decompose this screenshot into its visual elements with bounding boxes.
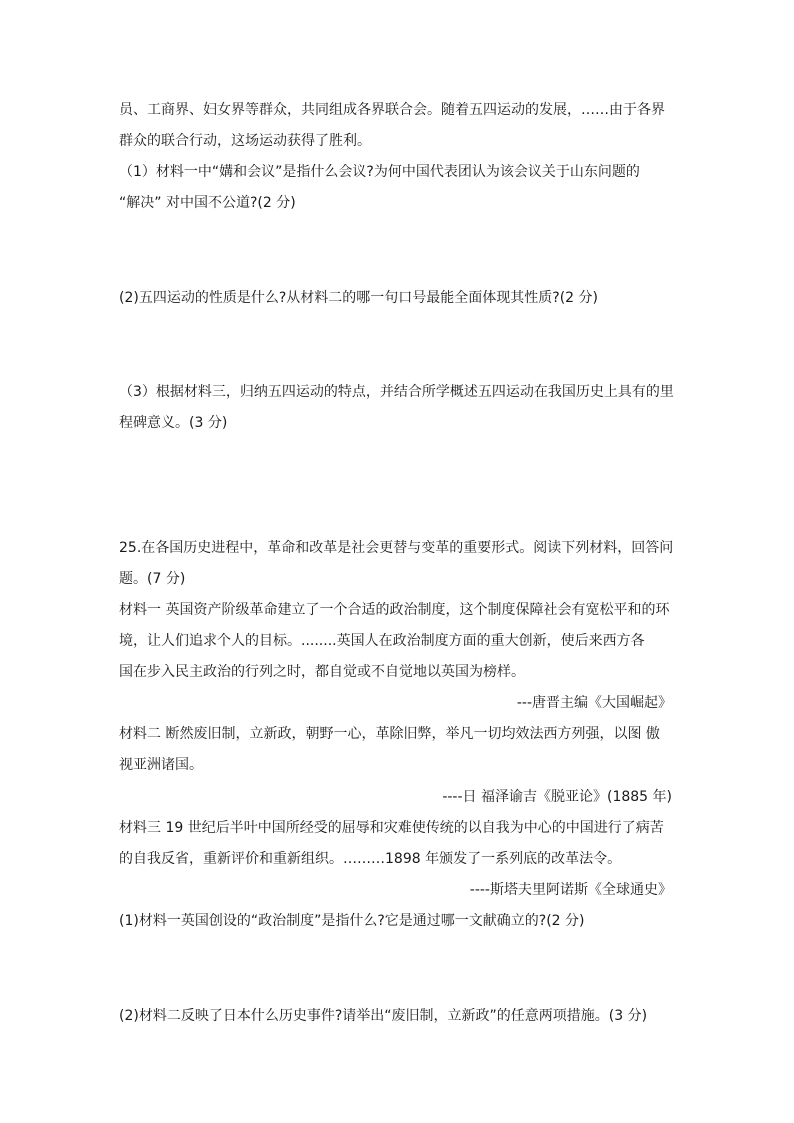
material-2-source: ----日 福泽谕吉《脱亚论》(1885 年) (442, 789, 672, 805)
question-3: （3）根据材料三，归纳五四运动的特点，并结合所学概述五四运动在我国历史上具有的里 (119, 384, 674, 400)
material-3: 材料三 19 世纪后半叶中国所经受的屈辱和灾难使传统的以自我为中心的中国进行了病苦 (119, 820, 664, 836)
material-1-source: ---唐晋主编《大国崛起》 (516, 695, 672, 711)
material-3-source: ----斯塔夫里阿诺斯《全球通史》 (469, 882, 672, 898)
question-1: （1）材料一中“媾和会议”是指什么会议?为何中国代表团认为该会议关于山东问题的 (119, 164, 640, 180)
question-1-cont: “解决” 对中国不公道?(2 分) (119, 195, 296, 211)
question-2: (2)五四运动的性质是什么?从材料二的哪一句口号最能全面体现其性质?(2 分) (119, 290, 598, 306)
material-1-cont: 国在步入民主政治的行列之时，都自觉或不自觉地以英国为榜样。 (119, 664, 525, 680)
question-3-cont: 程碑意义。(3 分) (119, 415, 228, 431)
material-1: 材料一 英国资产阶级革命建立了一个合适的政治制度，这个制度保障社会有宽松平和的环 (119, 602, 670, 618)
material-3-cont: 的自我反省，重新评价和重新组织。………1898 年颁发了一系列底的改革法令。 (119, 851, 622, 867)
paragraph-line: 员、工商界、妇女界等群众，共同组成各界联合会。随着五四运动的发展，……由于各界 (119, 102, 665, 118)
paragraph-line: 群众的联合行动，这场运动获得了胜利。 (119, 133, 371, 149)
question-25-1: (1)材料一英国创设的“政治制度”是指什么?它是通过哪一文献确立的?(2 分) (119, 913, 585, 929)
material-2-cont: 视亚洲诸国。 (119, 757, 203, 773)
question-25-heading-cont: 题。(7 分) (119, 571, 186, 587)
material-2: 材料二 断然废旧制，立新政，朝野一心，革除旧弊，举凡一切均效法西方列强，以图 傲 (119, 726, 660, 742)
material-1-cont: 境，让人们追求个人的目标。........英国人在政治制度方面的重大创新，使后来西方各 (119, 633, 645, 649)
question-25-heading: 25.在各国历史进程中，革命和改革是社会更替与变革的重要形式。阅读下列材料，回答问 (119, 540, 674, 556)
question-25-2: (2)材料二反映了日本什么历史事件?请举出“废旧制，立新政”的任意两项措施。(3 分) (119, 1008, 648, 1024)
